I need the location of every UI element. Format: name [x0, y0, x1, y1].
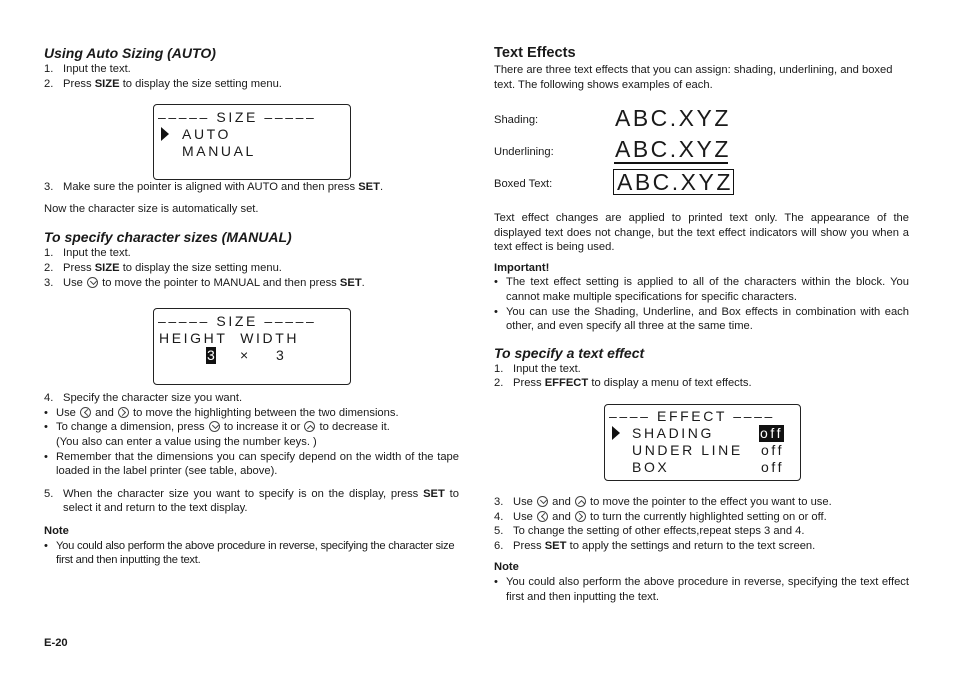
manual-note-title: Note	[44, 524, 69, 537]
example-sample-underlining: ABC.XYZ	[615, 136, 731, 162]
lcd-effect-box-value: off	[761, 459, 785, 475]
specify-step-6: 6. Press SET to apply the settings and return to the text screen.	[494, 539, 816, 552]
underline-bar	[614, 162, 728, 164]
size-menu-display-manual	[153, 308, 351, 385]
important-list	[494, 275, 909, 333]
important-item-2: • You can use the Shading, Underline, and Box effects in combination with each other, and even specify all three at the same time.	[494, 305, 909, 333]
specify-step-3: 3. Use and to move the pointer to the effect you want to use.	[494, 495, 832, 508]
lcd-effect-shading-value: off	[760, 425, 784, 441]
lcd-times-sign: ×	[240, 347, 251, 363]
specify-note-list	[494, 575, 909, 604]
auto-step-3: 3. Make sure the pointer is aligned with AUTO and then press SET.	[44, 181, 384, 194]
text-effects-heading: Text Effects	[494, 45, 576, 61]
specify-note-title: Note	[494, 561, 519, 574]
lcd-effect-underline-value: off	[761, 442, 785, 458]
manual-step-1: 1. Input the text.	[44, 247, 131, 260]
lcd-dimension-labels: HEIGHT WIDTH	[159, 330, 300, 346]
manual-sizing-heading: To specify character sizes (MANUAL)	[44, 229, 292, 246]
example-sample-boxed: ABC.XYZ	[613, 169, 734, 195]
specify-step-5: 5. To change the setting of other effects,repeat steps 3 and 4.	[494, 525, 805, 538]
auto-step-2: 2. Press SIZE to display the size setting menu.	[44, 77, 282, 90]
up-key-icon	[304, 421, 315, 432]
manual-step-2: 2. Press SIZE to display the size setting menu.	[44, 261, 282, 274]
lcd-option-manual: MANUAL	[182, 143, 256, 159]
specify-step-2: 2. Press EFFECT to display a menu of text effects.	[494, 377, 752, 390]
page-number: E-20	[44, 637, 68, 649]
text-effects-paragraph: Text effect changes are applied to printed text only. The appearance of the displayed text does not change, but the text effect indicators will show you when a text effect is being used.	[494, 212, 909, 254]
specify-step-1: 1. Input the text.	[494, 362, 581, 375]
up-key-icon	[575, 496, 586, 507]
lcd-option-auto: AUTO	[182, 126, 232, 142]
manual-note-list	[44, 539, 459, 568]
important-item-1: • The text effect setting is applied to all of the characters within the block. You cannot make multiple specifications for specific characters.	[494, 276, 909, 303]
down-key-icon	[87, 277, 98, 288]
lcd-title: ––––– SIZE –––––	[158, 313, 317, 329]
manual-step-4-list	[44, 391, 459, 406]
pointer-icon	[612, 426, 620, 440]
auto-step-3-list	[44, 180, 459, 195]
manual-steps	[44, 246, 459, 290]
auto-sizing-heading: Using Auto Sizing (AUTO)	[44, 45, 216, 61]
manual-bullet-1: • Use and to move the highlighting between the two dimensions.	[44, 406, 399, 419]
pointer-icon	[161, 127, 169, 141]
lcd-effect-box: BOX	[632, 459, 670, 475]
lcd-title: –––– EFFECT ––––	[609, 408, 775, 424]
example-label-boxed: Boxed Text:	[494, 178, 553, 190]
manual-step-5-list	[44, 487, 459, 516]
lcd-width-value: 3	[276, 347, 287, 363]
manual-step-4: 4. Specify the character size you want.	[44, 392, 243, 405]
auto-steps	[44, 62, 459, 91]
right-column	[494, 44, 909, 92]
specify-effect-heading: To specify a text effect	[494, 344, 645, 361]
effect-menu-display	[604, 404, 801, 481]
auto-step-1: 1. Input the text.	[44, 63, 131, 75]
left-key-icon	[80, 407, 91, 418]
manual-bullets	[44, 406, 459, 479]
text-effects-intro: There are three text effects that you can assign: shading, underlining, and boxed text. The following shows examples of each.	[494, 64, 893, 91]
right-key-icon	[118, 407, 129, 418]
lcd-effect-underline: UNDER LINE	[632, 442, 743, 458]
example-label-shading: Shading:	[494, 114, 539, 126]
auto-result-text: Now the character size is automatically set.	[44, 202, 259, 215]
specify-steps	[494, 362, 909, 391]
size-menu-display-auto	[153, 104, 351, 180]
right-key-icon	[575, 511, 586, 522]
down-key-icon	[209, 421, 220, 432]
specify-note: • You could also perform the above procedure in reverse, specifying the text effect first and then inputting the text.	[494, 575, 909, 603]
manual-bullet-2: • To change a dimension, press to increase it or to decrease it. (You also can enter a value using the number keys. )	[44, 421, 390, 448]
important-title: Important!	[494, 261, 550, 274]
manual-bullet-3: • Remember that the dimensions you can specify depend on the width of the tape loaded in the label printer (see table, above).	[44, 450, 459, 478]
manual-note: • You could also perform the above procedure in reverse, specifying the character size first and then inputting the text.	[44, 539, 455, 567]
lcd-effect-shading: SHADING	[632, 425, 714, 441]
example-label-underlining: Underlining:	[494, 146, 554, 158]
manual-step-3: 3. Use to move the pointer to MANUAL and then press SET.	[44, 276, 365, 289]
lcd-height-value: 3	[207, 347, 215, 363]
manual-step-5: 5. When the character size you want to specify is on the display, press SET to select it and return to the text display.	[44, 487, 459, 515]
lcd-title: ––––– SIZE –––––	[158, 109, 317, 125]
specify-step-4: 4. Use and to turn the currently highlighted setting on or off.	[494, 510, 827, 523]
example-sample-shading: ABC.XYZ	[615, 105, 731, 131]
left-key-icon	[537, 511, 548, 522]
down-key-icon	[537, 496, 548, 507]
specify-steps-continued	[494, 495, 909, 553]
